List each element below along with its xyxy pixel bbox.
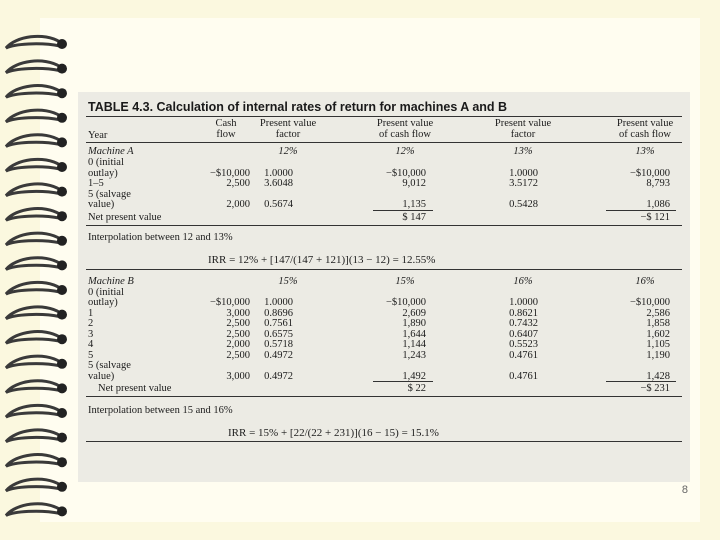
year-cell: 1–5 xyxy=(88,178,104,189)
pv-factor-cell: 0.5718 xyxy=(264,339,293,350)
year-cell: value) xyxy=(88,370,115,382)
rate-header: 15% xyxy=(395,275,415,287)
pv-factor-cell: 1.0000 xyxy=(509,297,538,308)
pv-cash-cell: 2,586 xyxy=(646,307,670,319)
year-cell: 3 xyxy=(88,328,94,340)
year-cell: 5 xyxy=(88,349,94,361)
spiral-ring xyxy=(6,307,67,320)
cash-flow-cell: 2,000 xyxy=(226,199,250,210)
pv-factor-cell: 0.4761 xyxy=(509,370,538,382)
header-line1: Present value xyxy=(616,118,674,129)
rate-header: 13% xyxy=(513,146,533,157)
pv-cash-cell: 1,602 xyxy=(646,328,670,340)
pv-cash-cell: 1,105 xyxy=(646,339,670,350)
pv-factor-cell: 0.4761 xyxy=(509,349,538,361)
pv-factor-cell: 0.5428 xyxy=(509,199,538,210)
spiral-ring xyxy=(6,258,67,271)
section-label: Machine A xyxy=(88,146,134,157)
npv-value: −$ 231 xyxy=(640,383,670,394)
pv-cash-cell: 2,609 xyxy=(402,307,426,319)
header-rule xyxy=(86,142,682,143)
header-line2: of cash flow xyxy=(379,129,431,140)
rate-header: 15% xyxy=(278,275,298,287)
year-cell: 4 xyxy=(88,339,94,350)
spiral-ring xyxy=(6,282,67,295)
header-line2: of cash flow xyxy=(619,129,671,140)
sum-rule xyxy=(606,381,676,382)
spiral-ring xyxy=(6,159,67,172)
cash-flow-cell: 2,500 xyxy=(226,349,250,361)
year-cell: 0 (initial xyxy=(88,157,124,168)
pv-cash-cell: −$10,000 xyxy=(629,167,670,179)
pv-factor-cell: 1.0000 xyxy=(264,297,293,308)
cash-flow-cell: 2,500 xyxy=(226,328,250,340)
npv-label: Net present value xyxy=(98,383,172,394)
cash-flow-cell: −$10,000 xyxy=(209,167,250,179)
rate-header: 13% xyxy=(635,146,655,157)
pv-cash-cell: 1,086 xyxy=(646,199,670,210)
spiral-ring xyxy=(6,61,67,74)
pv-cash-cell: 1,135 xyxy=(402,199,426,210)
scanned-table xyxy=(78,92,690,482)
interpolation-label: Interpolation between 12 and 13% xyxy=(88,231,233,243)
header-line2: factor xyxy=(275,129,301,140)
pv-factor-cell: 0.8621 xyxy=(509,307,538,319)
pv-factor-cell: 0.4972 xyxy=(264,349,293,361)
header-line2: factor xyxy=(510,129,536,140)
section-rule xyxy=(86,225,682,226)
spiral-ring xyxy=(6,135,67,148)
npv-value: $ 22 xyxy=(407,383,426,394)
pv-factor-cell: 0.4972 xyxy=(264,370,293,382)
rate-header: 12% xyxy=(278,146,298,157)
header-line1: Present value xyxy=(376,118,434,129)
spiral-ring xyxy=(6,233,67,246)
pv-factor-cell: 1.0000 xyxy=(264,167,293,179)
spiral-ring xyxy=(6,479,67,492)
year-cell: 5 (salvage xyxy=(88,360,131,371)
rate-header: 16% xyxy=(635,275,655,287)
header-line1: Present value xyxy=(259,118,317,129)
spiral-ring xyxy=(6,184,67,197)
pv-factor-cell: 0.5523 xyxy=(509,339,538,350)
pv-cash-cell: 1,144 xyxy=(402,339,426,350)
year-cell: 5 (salvage xyxy=(88,188,131,200)
cash-flow-cell: −$10,000 xyxy=(209,297,250,308)
spiral-ring xyxy=(6,332,67,345)
header-year: Year xyxy=(88,130,108,141)
year-cell: 2 xyxy=(88,318,94,329)
pv-cash-cell: 1,190 xyxy=(646,349,670,361)
pv-factor-cell: 3.6048 xyxy=(264,178,293,189)
pv-cash-cell: −$10,000 xyxy=(629,297,670,308)
npv-label: Net present value xyxy=(88,211,162,223)
spiral-ring xyxy=(6,381,67,394)
pv-cash-cell: 8,793 xyxy=(646,178,670,189)
spiral-ring xyxy=(6,86,67,99)
spiral-ring xyxy=(6,209,67,222)
irr-formula: IRR = 12% + [147/(147 + 121)](13 − 12) = 12.55% xyxy=(208,253,436,266)
section-label: Machine B xyxy=(88,275,134,287)
year-cell: outlay) xyxy=(88,167,118,179)
cash-flow-cell: 2,500 xyxy=(226,318,250,329)
header-line1: Cash xyxy=(215,118,237,129)
pv-cash-cell: 1,858 xyxy=(646,318,670,329)
cash-flow-cell: 3,000 xyxy=(226,370,250,382)
header-line1: Present value xyxy=(494,118,552,129)
pv-factor-cell: 0.7432 xyxy=(509,318,538,329)
pv-factor-cell: 0.5674 xyxy=(264,199,293,210)
spiral-ring xyxy=(6,110,67,123)
rate-header: 16% xyxy=(513,275,533,287)
spiral-ring xyxy=(6,504,67,517)
spiral-ring xyxy=(6,356,67,369)
pv-factor-cell: 1.0000 xyxy=(509,167,538,179)
bottom-rule xyxy=(86,441,682,442)
cash-flow-cell: 2,500 xyxy=(226,178,250,189)
rate-header: 12% xyxy=(395,146,415,157)
sum-rule xyxy=(373,381,433,382)
pv-factor-cell: 0.6407 xyxy=(509,328,538,340)
npv-value: −$ 121 xyxy=(640,211,670,223)
pv-cash-cell: 1,644 xyxy=(402,328,426,340)
spiral-ring xyxy=(6,36,67,49)
pv-cash-cell: 1,492 xyxy=(402,370,426,382)
sum-rule xyxy=(373,210,433,211)
table-title: TABLE 4.3. Calculation of internal rates of return for machines A and B xyxy=(88,100,508,114)
pv-factor-cell: 0.8696 xyxy=(264,307,293,319)
page-number: 8 xyxy=(681,484,688,496)
npv-value: $ 147 xyxy=(402,211,426,223)
spiral-binding xyxy=(0,28,80,518)
interpolation-label: Interpolation between 15 and 16% xyxy=(88,405,233,416)
pv-cash-cell: 9,012 xyxy=(402,178,426,189)
year-cell: 1 xyxy=(88,307,94,319)
cash-flow-cell: 2,000 xyxy=(226,339,250,350)
spiral-ring xyxy=(6,455,67,468)
pv-cash-cell: 1,890 xyxy=(402,318,426,329)
pv-cash-cell: −$10,000 xyxy=(385,297,426,308)
section-rule xyxy=(86,269,682,270)
title-rule xyxy=(86,116,682,117)
cash-flow-cell: 3,000 xyxy=(226,307,250,319)
pv-cash-cell: 1,243 xyxy=(402,349,426,361)
spiral-ring xyxy=(6,430,67,443)
pv-cash-cell: 1,428 xyxy=(646,370,670,382)
year-cell: 0 (initial xyxy=(88,286,124,298)
section-rule xyxy=(86,396,682,397)
pv-factor-cell: 0.7561 xyxy=(264,318,293,329)
irr-formula: IRR = 15% + [22/(22 + 231)](16 − 15) = 15.1% xyxy=(228,427,439,439)
pv-cash-cell: −$10,000 xyxy=(385,167,426,179)
year-cell: value) xyxy=(88,199,115,210)
pv-factor-cell: 3.5172 xyxy=(509,178,538,189)
header-line2: flow xyxy=(216,129,236,140)
year-cell: outlay) xyxy=(88,297,118,308)
sum-rule xyxy=(606,210,676,211)
pv-factor-cell: 0.6575 xyxy=(264,328,293,340)
spiral-ring xyxy=(6,405,67,418)
